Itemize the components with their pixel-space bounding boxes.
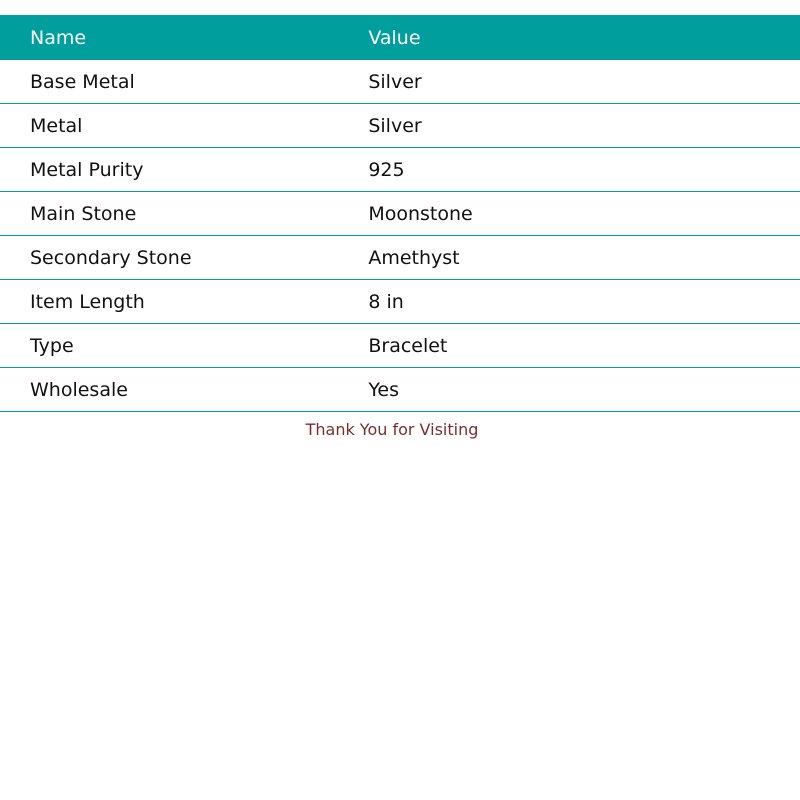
table-row — [0, 192, 800, 236]
table-header — [0, 15, 800, 60]
row-value-cell: Bracelet — [338, 324, 800, 368]
table-row — [0, 104, 800, 148]
table-row — [0, 280, 800, 324]
table-row — [0, 236, 800, 280]
row-name-cell: Wholesale — [0, 368, 338, 412]
row-value-cell: Moonstone — [338, 192, 800, 236]
row-value-cell: Silver — [338, 60, 800, 104]
table-row — [0, 324, 800, 368]
table-body — [0, 60, 800, 412]
row-value-cell: Yes — [338, 368, 800, 412]
row-value-cell: Amethyst — [338, 236, 800, 280]
row-name-cell: Item Length — [0, 280, 338, 324]
header-row — [0, 15, 800, 60]
table-row — [0, 148, 800, 192]
thank-you-message: Thank You for Visiting — [305, 420, 479, 439]
row-value-cell: 925 — [338, 148, 800, 192]
specifications-table — [0, 15, 800, 412]
row-value-cell: Silver — [338, 104, 800, 148]
table-row — [0, 60, 800, 104]
value-column-header: Value — [368, 26, 421, 49]
row-name-cell: Secondary Stone — [0, 236, 338, 280]
table-row — [0, 368, 800, 412]
row-value-cell: 8 in — [338, 280, 800, 324]
row-name-cell: Type — [0, 324, 338, 368]
row-name-cell: Base Metal — [0, 60, 338, 104]
row-name-cell: Metal Purity — [0, 148, 338, 192]
row-name-cell: Metal — [0, 104, 338, 148]
name-column-header: Name — [30, 26, 87, 49]
row-name-cell: Main Stone — [0, 192, 338, 236]
